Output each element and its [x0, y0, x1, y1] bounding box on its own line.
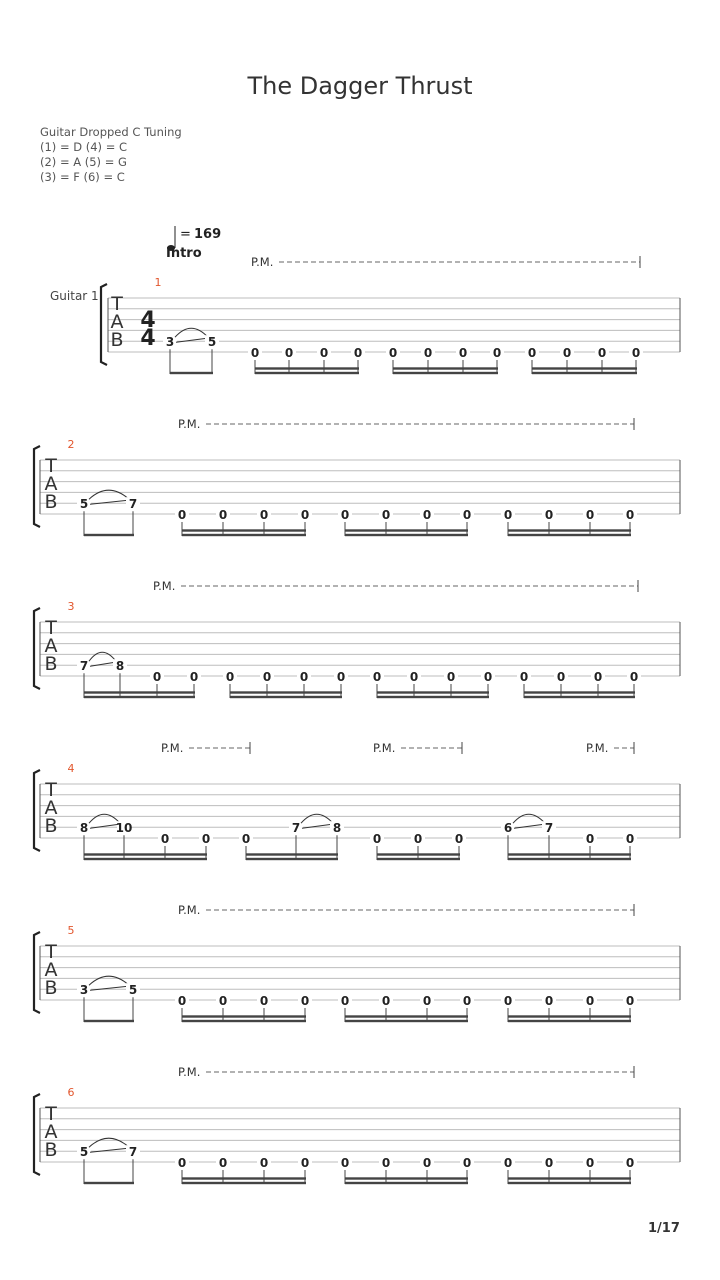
fret-number: 0	[300, 994, 310, 1008]
fret-number: 0	[299, 670, 309, 684]
fret-number: 0	[259, 508, 269, 522]
system-brace	[34, 932, 40, 1013]
fret-number: 0	[625, 994, 635, 1008]
fret-number: 0	[446, 670, 456, 684]
note-beam	[182, 529, 306, 531]
note-beam	[345, 1182, 468, 1184]
fret-number: 0	[629, 670, 639, 684]
fret-number: 5	[128, 983, 138, 998]
fret-number: 0	[372, 832, 382, 846]
fret-number: 0	[462, 508, 472, 522]
tab-clef-letter: A	[44, 797, 58, 819]
note-beam	[84, 1020, 134, 1022]
note-beam	[393, 367, 498, 369]
hammer-on-arc	[301, 814, 333, 823]
fret-number: 0	[625, 832, 635, 846]
palm-mute-label: P.M.	[153, 579, 176, 593]
note-beam	[524, 696, 635, 698]
fret-number: 0	[177, 994, 187, 1008]
fret-number: 0	[503, 994, 513, 1008]
note-beam	[182, 1182, 306, 1184]
fret-number: 3	[165, 335, 175, 350]
fret-number: 0	[218, 508, 228, 522]
hammer-on-arc	[513, 814, 545, 823]
note-beam	[84, 853, 207, 855]
note-beam	[84, 858, 207, 860]
fret-number: 0	[152, 670, 162, 684]
time-signature-top: 4	[140, 308, 156, 333]
hammer-on-arc	[89, 1138, 129, 1147]
fret-number: 0	[625, 1156, 635, 1170]
page-number: 1/17	[648, 1221, 680, 1236]
note-beam	[508, 529, 631, 531]
fret-number: 0	[259, 1156, 269, 1170]
note-beam	[377, 691, 489, 693]
measure-number: 1	[154, 276, 162, 289]
note-beam	[345, 534, 468, 536]
system-brace	[34, 608, 40, 689]
system-brace	[34, 1094, 40, 1175]
tab-clef-letter: B	[44, 1139, 58, 1161]
fret-number: 0	[340, 1156, 350, 1170]
systems	[34, 255, 680, 1184]
hammer-on-arc	[89, 490, 129, 499]
tab-system	[101, 255, 680, 374]
fret-number: 8	[332, 821, 342, 836]
measure-number: 4	[67, 762, 75, 775]
fret-number: 0	[492, 346, 502, 360]
fret-number: 0	[340, 508, 350, 522]
note-beam	[345, 529, 468, 531]
fret-number: 0	[503, 508, 513, 522]
tab-clef-letter: A	[44, 473, 58, 495]
note-beam	[345, 1020, 468, 1022]
fret-number: 0	[218, 994, 228, 1008]
fret-number: 0	[300, 1156, 310, 1170]
fret-number: 0	[585, 832, 595, 846]
fret-number: 0	[544, 1156, 554, 1170]
fret-number: 0	[544, 508, 554, 522]
note-beam	[508, 1182, 631, 1184]
note-beam	[508, 534, 631, 536]
system-brace	[34, 770, 40, 851]
tab-clef-letter: A	[44, 959, 58, 981]
note-beam	[182, 1020, 306, 1022]
fret-number: 0	[422, 1156, 432, 1170]
tuning-line: (3) = F (6) = C	[40, 170, 125, 184]
note-beam	[377, 696, 489, 698]
tab-clef-letter: T	[45, 779, 57, 801]
fret-number: 0	[381, 1156, 391, 1170]
tab-clef-letter: A	[44, 1121, 58, 1143]
fret-number: 5	[207, 335, 217, 350]
tab-clef-letter: A	[44, 635, 58, 657]
tab-system	[34, 903, 680, 1022]
note-beam	[377, 853, 460, 855]
tab-system	[34, 579, 680, 698]
fret-number: 7	[79, 659, 89, 674]
note-beam	[532, 367, 637, 369]
fret-number: 0	[483, 670, 493, 684]
note-beam	[246, 858, 338, 860]
fret-number: 0	[262, 670, 272, 684]
fret-number: 0	[556, 670, 566, 684]
note-beam	[84, 1182, 134, 1184]
fret-number: 0	[458, 346, 468, 360]
note-beam	[345, 1015, 468, 1017]
fret-number: 7	[291, 821, 301, 836]
note-beam	[532, 372, 637, 374]
note-beam	[255, 367, 359, 369]
note-beam	[377, 858, 460, 860]
fret-number: 0	[218, 1156, 228, 1170]
measure-number: 5	[67, 924, 75, 937]
palm-mute-label: P.M.	[178, 903, 201, 917]
palm-mute-label: P.M.	[586, 741, 609, 755]
fret-number: 0	[319, 346, 329, 360]
fret-number: 0	[241, 832, 251, 846]
fret-number: 0	[593, 670, 603, 684]
fret-number: 5	[79, 1145, 89, 1160]
fret-number: 0	[336, 670, 346, 684]
fret-number: 8	[79, 821, 89, 836]
hammer-on-arc	[89, 976, 129, 985]
fret-number: 3	[79, 983, 89, 998]
fret-number: 0	[585, 994, 595, 1008]
tab-clef-letter: T	[45, 455, 57, 477]
fret-number: 0	[250, 346, 260, 360]
fret-number: 7	[128, 1145, 138, 1160]
tab-clef-letter: T	[45, 617, 57, 639]
measure-number: 3	[67, 600, 75, 613]
note-beam	[230, 696, 342, 698]
fret-number: 7	[544, 821, 554, 836]
fret-number: 0	[381, 994, 391, 1008]
fret-number: 0	[562, 346, 572, 360]
tab-system	[34, 741, 680, 860]
tab-clef-letter: B	[44, 491, 58, 513]
fret-number: 0	[585, 1156, 595, 1170]
tab-clef-letter: T	[111, 293, 123, 315]
measure-number: 2	[67, 438, 75, 451]
fret-number: 0	[597, 346, 607, 360]
note-beam	[508, 1177, 631, 1179]
measure-number: 6	[67, 1086, 75, 1099]
palm-mute-label: P.M.	[373, 741, 396, 755]
fret-number: 0	[527, 346, 537, 360]
note-beam	[84, 691, 195, 693]
fret-number: 0	[201, 832, 211, 846]
fret-number: 6	[503, 821, 513, 836]
tuning-line: (1) = D (4) = C	[40, 140, 128, 154]
fret-number: 0	[340, 994, 350, 1008]
fret-number: 0	[284, 346, 294, 360]
tab-clef-letter: B	[44, 653, 58, 675]
note-beam	[84, 534, 134, 536]
fret-number: 0	[177, 508, 187, 522]
fret-number: 10	[115, 821, 133, 836]
note-beam	[230, 691, 342, 693]
fret-number: 7	[128, 497, 138, 512]
fret-number: 0	[300, 508, 310, 522]
hammer-on-arc	[89, 652, 116, 661]
fret-number: 0	[423, 346, 433, 360]
note-beam	[182, 1015, 306, 1017]
fret-number: 0	[544, 994, 554, 1008]
palm-mute-label: P.M.	[178, 417, 201, 431]
note-beam	[345, 1177, 468, 1179]
tempo-bpm: 169	[194, 227, 222, 242]
tab-clef-letter: B	[110, 329, 124, 351]
note-beam	[255, 372, 359, 374]
track-name: Guitar 1	[50, 289, 99, 303]
fret-number: 0	[409, 670, 419, 684]
fret-number: 0	[519, 670, 529, 684]
system-brace	[34, 446, 40, 527]
tab-system	[34, 417, 680, 536]
palm-mute-label: P.M.	[161, 741, 184, 755]
fret-number: 8	[115, 659, 125, 674]
palm-mute-label: P.M.	[251, 255, 274, 269]
note-beam	[508, 1020, 631, 1022]
note-beam	[508, 853, 631, 855]
palm-mute-label: P.M.	[178, 1065, 201, 1079]
note-beam	[508, 1015, 631, 1017]
fret-number: 0	[503, 1156, 513, 1170]
note-beam	[524, 691, 635, 693]
tuning-name: Guitar Dropped C Tuning	[40, 125, 182, 139]
fret-number: 0	[454, 832, 464, 846]
hammer-on-arc	[175, 328, 208, 337]
section-label: Intro	[166, 246, 202, 261]
fret-number: 0	[160, 832, 170, 846]
fret-number: 5	[79, 497, 89, 512]
tab-clef-letter: B	[44, 815, 58, 837]
system-brace	[101, 284, 107, 365]
tab-clef-letter: A	[110, 311, 124, 333]
tempo-equals: =	[180, 227, 191, 242]
fret-number: 0	[462, 1156, 472, 1170]
fret-number: 0	[462, 994, 472, 1008]
fret-number: 0	[422, 508, 432, 522]
fret-number: 0	[388, 346, 398, 360]
fret-number: 0	[422, 994, 432, 1008]
note-beam	[508, 858, 631, 860]
tab-clef-letter: T	[45, 941, 57, 963]
fret-number: 0	[372, 670, 382, 684]
fret-number: 0	[585, 508, 595, 522]
time-signature-bottom: 4	[140, 326, 156, 351]
fret-number: 0	[177, 1156, 187, 1170]
fret-number: 0	[225, 670, 235, 684]
note-beam	[393, 372, 498, 374]
note-beam	[84, 696, 195, 698]
fret-number: 0	[413, 832, 423, 846]
tuning-line: (2) = A (5) = G	[40, 155, 127, 169]
tab-system	[34, 1065, 680, 1184]
fret-number: 0	[631, 346, 641, 360]
song-title: The Dagger Thrust	[247, 72, 473, 100]
fret-number: 0	[625, 508, 635, 522]
fret-number: 0	[259, 994, 269, 1008]
note-beam	[170, 372, 213, 374]
fret-number: 0	[381, 508, 391, 522]
fret-number: 0	[353, 346, 363, 360]
note-beam	[182, 534, 306, 536]
tab-clef-letter: B	[44, 977, 58, 999]
note-beam	[182, 1177, 306, 1179]
fret-number: 0	[189, 670, 199, 684]
note-beam	[246, 853, 338, 855]
tab-clef-letter: T	[45, 1103, 57, 1125]
